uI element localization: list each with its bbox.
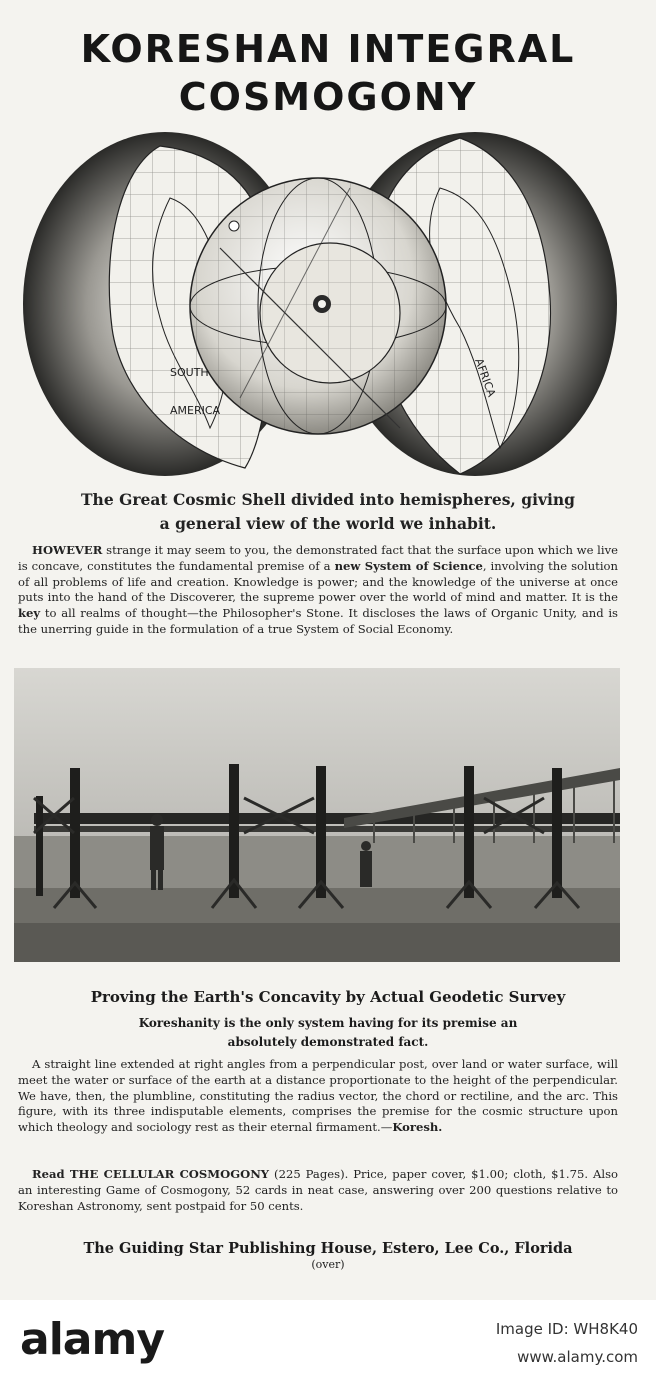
- survey-heading: Proving the Earth's Concavity by Actual Geodetic Survey: [90, 988, 566, 1006]
- title-line-2: COSMOGONY: [178, 75, 478, 119]
- paragraph-1-text-c: to all realms of thought—the Philosopher's Stone. It discloses the laws of Organic Unity, and is the unerring guide in the formulation of a true System of Social Economy.: [18, 606, 618, 636]
- illustration-caption: [18, 488, 638, 536]
- label-africa: AFRICA: [472, 356, 499, 399]
- stock-logo: alamy: [20, 1314, 164, 1365]
- paragraph-2: [18, 1057, 618, 1136]
- paragraph-1-bold-a: new System of Science: [334, 558, 483, 573]
- paragraph-3-text: (225 Pages). Price, paper cover, $1.00; cloth, $1.75. Also an interesting Game of Cosmogony, 52 cards in neat case, answering over 200 questions relative to Koreshan Astronomy, sent postpaid for 50 cents.: [18, 1167, 618, 1213]
- geodetic-survey-photo: [14, 668, 620, 962]
- cosmic-shell-illustration: [20, 128, 620, 480]
- survey-subheading-line-1: Koreshanity is the only system having for its premise an: [138, 1016, 518, 1030]
- paragraph-3-lead: Read THE CELLULAR COSMOGONY: [32, 1167, 270, 1181]
- survey-subheading-line-2: absolutely demonstrated fact.: [227, 1035, 429, 1049]
- label-america: AMERICA: [170, 404, 221, 417]
- paragraph-2-signature: Koresh.: [392, 1120, 443, 1135]
- paragraph-2-text: A straight line extended at right angles from a perpendicular post, over land or water surface, will meet the water or surface of the earth at a distance proportionate to the height of the perpendicular. We have, then, the plumbline, constituting the radius vector, the chord or rectiline, and the arc. This figure, with its three indisputable elements, comprises the premise for the cosmic structure upon which theology and sociology rest as their eternal firmament.—: [18, 1057, 618, 1135]
- paragraph-1-text-a: strange it may seem to you, the demonstrated fact that the surface upon which we live is concave, constitutes the fundamental premise of a: [18, 543, 618, 573]
- paragraph-1-bold-b: key: [18, 606, 41, 621]
- title-line-1: KORESHAN INTEGRAL: [80, 27, 576, 71]
- survey-subheading: [18, 1014, 638, 1052]
- paragraph-3: [18, 1167, 618, 1214]
- caption-line-2: a general view of the world we inhabit.: [159, 514, 497, 533]
- stock-image-id: Image ID: WH8K40: [495, 1320, 638, 1338]
- central-globe: [190, 178, 446, 434]
- paragraph-1-lead: HOWEVER: [32, 543, 103, 557]
- label-south: SOUTH: [170, 366, 209, 379]
- stock-url: www.alamy.com: [517, 1348, 638, 1366]
- paragraph-1-text-b: , involving the solution of all problems of life and creation. Knowledge is power; and the knowledge of the universe at once puts into the hand of the Discoverer, the supreme power over the world of mind and matter. It is the: [18, 558, 618, 605]
- paragraph-1: [18, 543, 618, 638]
- caption-line-1: The Great Cosmic Shell divided into hemispheres, giving: [81, 490, 575, 509]
- over-note: (over): [311, 1258, 345, 1271]
- publisher-line: The Guiding Star Publishing House, Estero, Lee Co., Florida: [83, 1240, 573, 1257]
